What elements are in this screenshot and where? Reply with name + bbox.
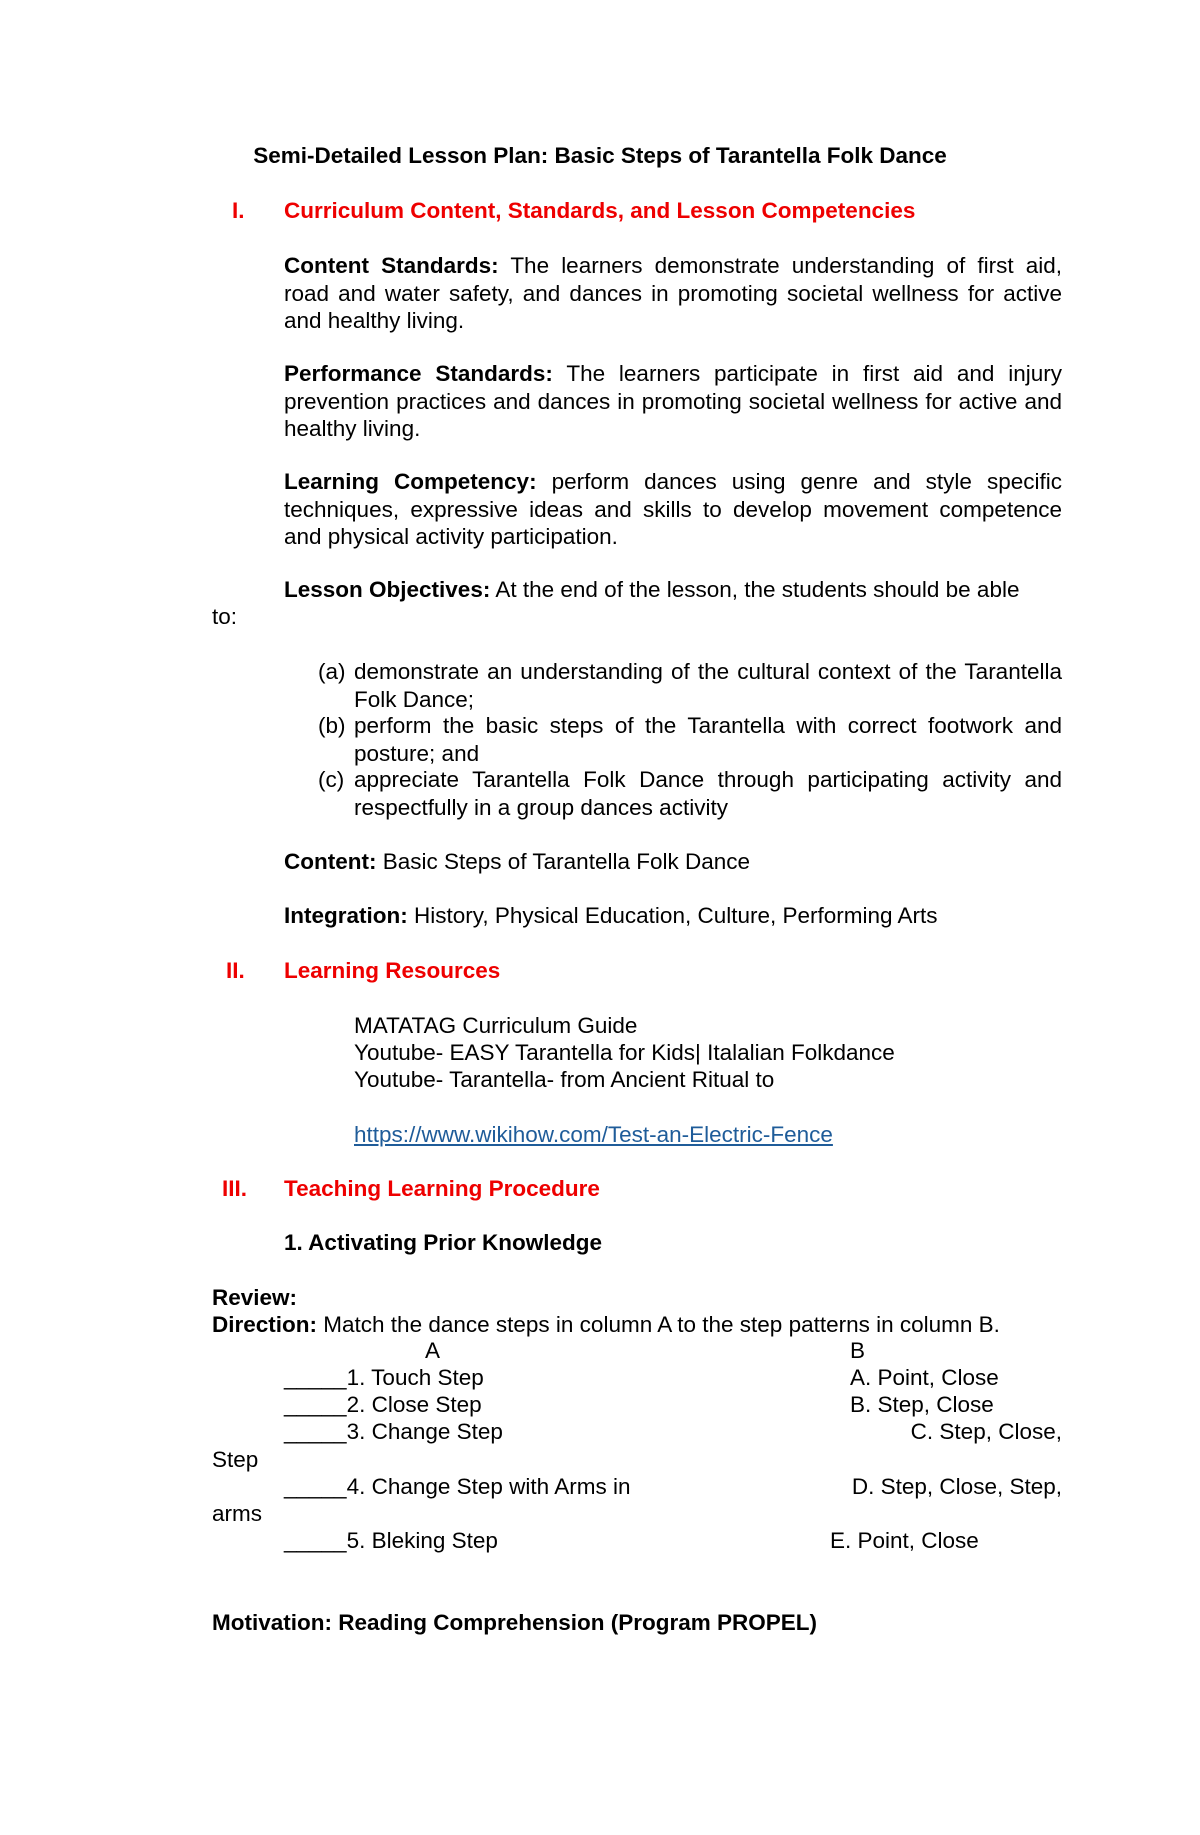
content-standards-label: Content Standards: bbox=[284, 253, 499, 278]
activating-prior-knowledge-heading: 1. Activating Prior Knowledge bbox=[284, 1230, 602, 1255]
column-b-item: A. Point, Close bbox=[850, 1365, 999, 1390]
section-2-numeral: II. bbox=[226, 958, 245, 983]
direction-label: Direction: bbox=[212, 1312, 318, 1337]
column-a-header: A bbox=[425, 1338, 441, 1363]
lesson-objectives-line bbox=[284, 576, 1019, 604]
content-text: Basic Steps of Tarantella Folk Dance bbox=[382, 849, 751, 874]
column-b-item: C. Step, Close, bbox=[910, 1419, 1062, 1444]
column-a-item: _____5. Bleking Step bbox=[284, 1528, 498, 1553]
column-a-item: _____4. Change Step with Arms in bbox=[284, 1474, 631, 1499]
review-label: Review: bbox=[212, 1285, 298, 1310]
objective-a-text: demonstrate an understanding of the cultural context of the Tarantella Folk Dance; bbox=[354, 659, 1062, 712]
section-3-heading: Teaching Learning Procedure bbox=[284, 1176, 600, 1201]
content-label: Content: bbox=[284, 849, 377, 874]
section-3-numeral: III. bbox=[222, 1176, 248, 1201]
performance-standards-paragraph bbox=[284, 360, 1062, 443]
column-a-item: _____2. Close Step bbox=[284, 1392, 482, 1417]
integration-line bbox=[284, 902, 938, 930]
learning-competency-paragraph bbox=[284, 468, 1062, 551]
resource-link[interactable]: https://www.wikihow.com/Test-an-Electric-Fence bbox=[354, 1122, 833, 1147]
resource-item: Youtube- Tarantella- from Ancient Ritual to bbox=[354, 1067, 775, 1092]
content-standards-text: The learners demonstrate understanding of first aid, road and water safety, and dances in promoting societal wellness for active and healthy living. bbox=[284, 253, 1062, 333]
lesson-objectives-label: Lesson Objectives: bbox=[284, 577, 491, 602]
column-a-item: _____1. Touch Step bbox=[284, 1365, 484, 1390]
performance-standards-text: The learners participate in first aid and injury prevention practices and dances in promoting societal wellness for active and healthy living. bbox=[284, 361, 1062, 441]
lesson-objectives-continuation: to: bbox=[212, 604, 238, 629]
objective-a-marker: (a) bbox=[318, 659, 346, 684]
content-standards-paragraph bbox=[284, 252, 1062, 335]
objective-b-marker: (b) bbox=[318, 713, 346, 738]
section-1-heading: Curriculum Content, Standards, and Lesson Competencies bbox=[284, 198, 916, 223]
objective-c-marker: (c) bbox=[318, 767, 345, 792]
column-b-item-wrap: arms bbox=[212, 1501, 262, 1526]
page-title: Semi-Detailed Lesson Plan: Basic Steps of Tarantella Folk Dance bbox=[253, 143, 947, 168]
section-2-heading: Learning Resources bbox=[284, 958, 501, 983]
column-b-item: E. Point, Close bbox=[830, 1528, 979, 1553]
column-b-item-wrap: Step bbox=[212, 1447, 259, 1472]
motivation-heading: Motivation: Reading Comprehension (Program PROPEL) bbox=[212, 1610, 818, 1635]
objective-b-text: perform the basic steps of the Tarantella with correct footwork and posture; and bbox=[354, 713, 1062, 766]
section-1-numeral: I. bbox=[232, 198, 245, 223]
resource-item: MATATAG Curriculum Guide bbox=[354, 1013, 638, 1038]
column-b-header: B bbox=[850, 1338, 866, 1363]
learning-competency-text: perform dances using genre and style specific techniques, expressive ideas and skills to develop movement competence and physical activity participation. bbox=[284, 469, 1062, 549]
direction-line bbox=[212, 1311, 1000, 1339]
integration-text: History, Physical Education, Culture, Performing Arts bbox=[414, 903, 938, 928]
column-b-item: D. Step, Close, Step, bbox=[851, 1474, 1062, 1499]
performance-standards-label: Performance Standards: bbox=[284, 361, 553, 386]
resource-item: Youtube- EASY Tarantella for Kids| Italalian Folkdance bbox=[354, 1040, 895, 1065]
column-a-item: _____3. Change Step bbox=[284, 1419, 503, 1444]
column-b-item: B. Step, Close bbox=[850, 1392, 994, 1417]
direction-text: Match the dance steps in column A to the step patterns in column B. bbox=[323, 1312, 1000, 1337]
objective-c-text: appreciate Tarantella Folk Dance through participating activity and respectfully in a group dances activity bbox=[354, 767, 1062, 820]
lesson-objectives-text: At the end of the lesson, the students should be able bbox=[495, 577, 1020, 602]
learning-competency-label: Learning Competency: bbox=[284, 469, 537, 494]
content-line bbox=[284, 848, 750, 876]
integration-label: Integration: bbox=[284, 903, 408, 928]
